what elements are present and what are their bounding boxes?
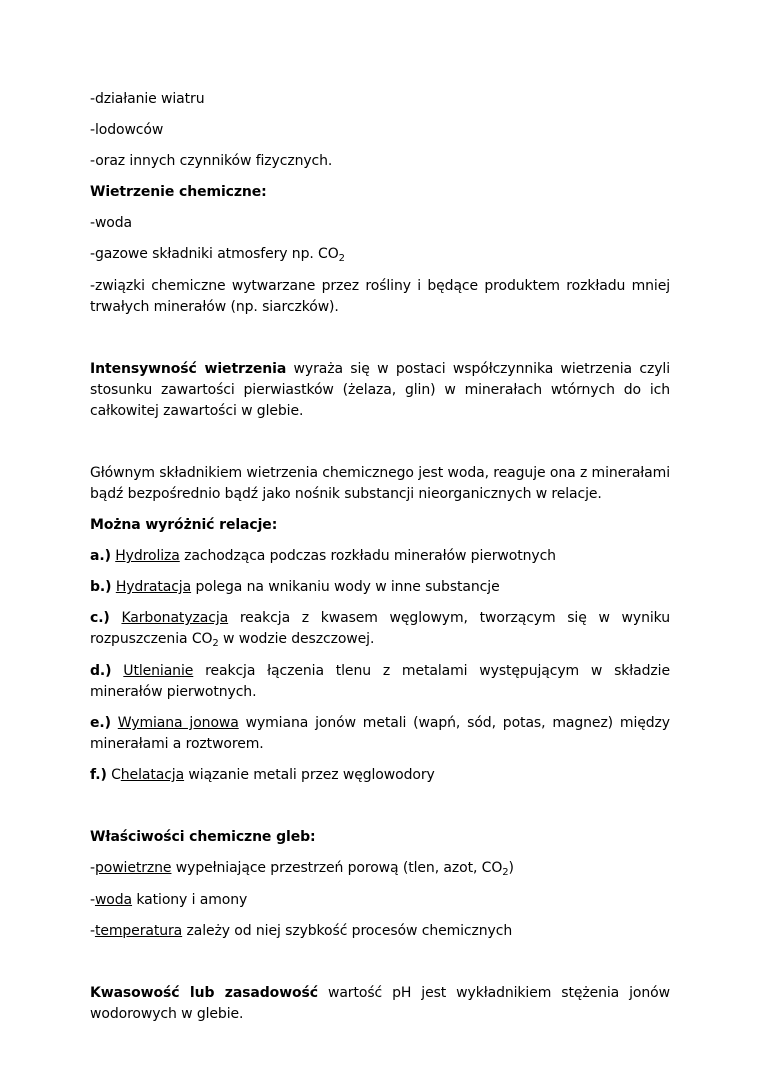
subscript-text-run: 2 [502, 867, 509, 878]
text-run: reakcja łączenia tlenu z metalami występującym w składzie minerałów pierwotnych. [90, 663, 675, 700]
text-run: Hydratacja [115, 579, 192, 595]
empty-paragraph [90, 432, 670, 453]
text-run: -woda [90, 215, 133, 231]
paragraph [90, 858, 670, 880]
paragraph [90, 515, 670, 536]
text-run: -działanie wiatru [90, 91, 205, 107]
text-run: C [106, 767, 121, 783]
paragraph [90, 151, 670, 172]
paragraph [90, 608, 675, 651]
document-body [90, 89, 675, 1025]
text-run: zależy od niej szybkość procesów chemicznych [182, 923, 513, 939]
text-run: d.) [90, 663, 112, 679]
subscript-text-run: 2 [338, 253, 345, 264]
paragraph [90, 661, 675, 703]
text-run: wypełniające przestrzeń porową (tlen, azot, CO [171, 860, 503, 876]
empty-paragraph [90, 328, 670, 349]
paragraph [90, 765, 670, 786]
text-run: ) [508, 860, 514, 876]
text-run: wymiana jonów metali (wapń, sód, potas, magnez) między minerałami a roztworem. [90, 715, 675, 752]
text-run: helatacja [120, 767, 185, 783]
text-run: -gazowe składniki atmosfery np. CO [90, 246, 339, 262]
text-run: Głównym składnikiem wietrzenia chemicznego jest woda, reaguje ona z minerałami bądź bezpośrednio bądź jako nośnik substancji nieorganicznych w relacje. [90, 465, 675, 502]
paragraph [90, 827, 670, 848]
text-run: b.) [90, 579, 112, 595]
text-run [110, 610, 122, 626]
text-run: -oraz innych czynników fizycznych. [90, 153, 333, 169]
text-run: e.) [90, 715, 111, 731]
paragraph [90, 120, 670, 141]
paragraph [90, 921, 670, 942]
paragraph [90, 546, 670, 567]
text-run [111, 663, 123, 679]
paragraph [90, 89, 670, 110]
paragraph [90, 713, 675, 755]
text-run: wartość pH jest wykładnikiem stężenia jonów wodorowych w glebie. [90, 985, 675, 1022]
text-run: reakcja z kwasem węglowym, tworzącym się w wyniku rozpuszczenia CO [90, 610, 675, 647]
text-run [111, 715, 118, 731]
paragraph [90, 182, 670, 203]
paragraph [90, 463, 675, 505]
text-run: -związki chemiczne wytwarzane przez rośliny i będące produktem rozkładu mniej trwałych minerałów (np. siarczków). [90, 278, 675, 315]
text-run: Hydroliza [115, 548, 180, 564]
text-run: kationy i amony [132, 892, 248, 908]
text-run: woda [94, 892, 133, 908]
text-run: Wymiana jonowa [117, 715, 239, 731]
text-run: zachodząca podczas rozkładu minerałów pierwotnych [179, 548, 556, 564]
subscript-text-run: 2 [212, 638, 219, 649]
text-run: Właściwości chemiczne gleb: [90, 829, 316, 845]
paragraph [90, 890, 670, 911]
paragraph [90, 577, 670, 598]
text-run: Wietrzenie chemiczne: [90, 184, 267, 200]
empty-paragraph [90, 796, 670, 817]
text-run: Karbonatyzacja [121, 610, 229, 626]
text-run: c.) [90, 610, 110, 626]
text-run: polega na wnikaniu wody w inne substancje [191, 579, 500, 595]
text-run: wyraża się w postaci współczynnika wietrzenia czyli stosunku zawartości pierwiastków (żelaza, glin) w minerałach wtórnych do ich całkowitej zawartości w glebie. [90, 361, 675, 419]
empty-paragraph [90, 952, 670, 973]
text-run: Utlenianie [123, 663, 194, 679]
paragraph [90, 983, 675, 1025]
text-run: -lodowców [90, 122, 164, 138]
paragraph [90, 213, 670, 234]
text-run: Można wyróżnić relacje: [90, 517, 278, 533]
text-run: a.) [90, 548, 111, 564]
paragraph [90, 244, 670, 266]
text-run: - [90, 923, 95, 939]
text-run: temperatura [94, 923, 183, 939]
text-run: - [90, 892, 95, 908]
text-run: w wodzie deszczowej. [218, 631, 375, 647]
text-run: Intensywność wietrzenia [90, 361, 287, 377]
paragraph [90, 276, 675, 318]
text-run: Kwasowość lub zasadowość [90, 985, 318, 1001]
text-run: - [90, 860, 95, 876]
text-run: f.) [90, 767, 107, 783]
text-run: powietrzne [94, 860, 172, 876]
text-run: wiązanie metali przez węglowodory [184, 767, 435, 783]
paragraph [90, 359, 675, 422]
